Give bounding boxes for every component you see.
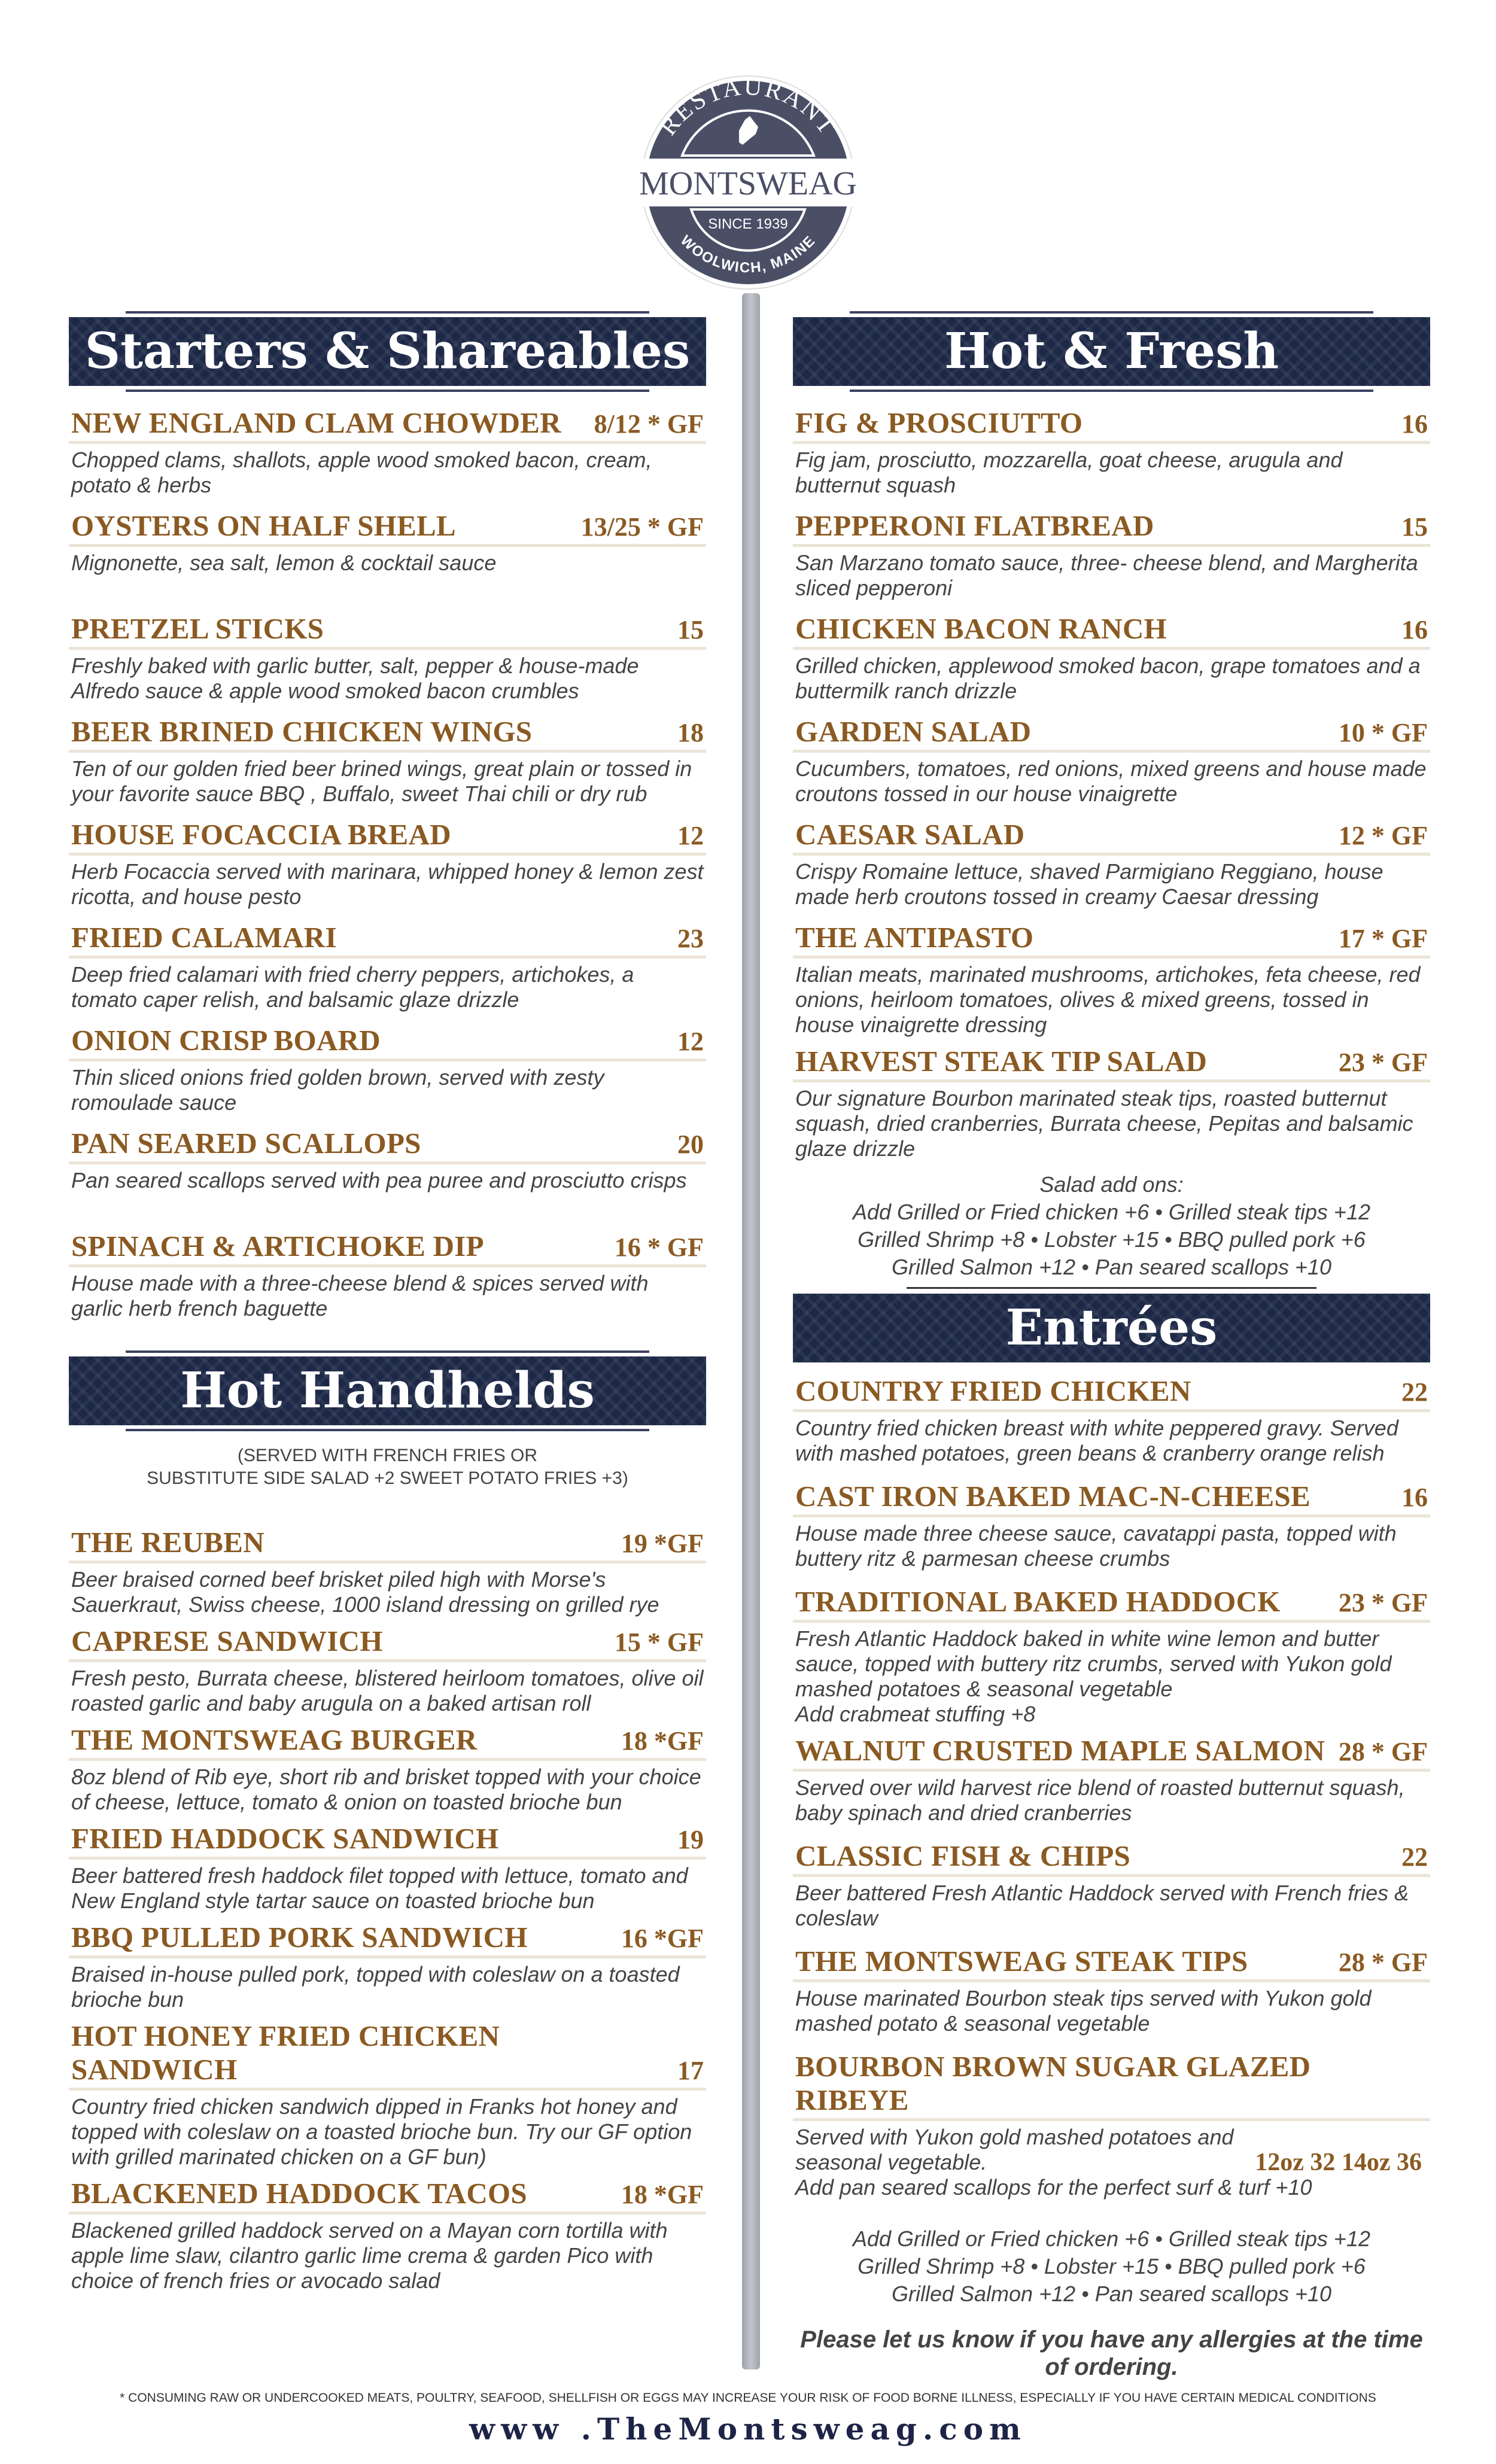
starters-section [69,311,706,1333]
logo-since: SINCE 1939 [708,216,788,232]
handhelds-section [69,1350,706,2301]
description-text: Ten of our golden fried beer brined wings, great plain or tossed in your favorite sauce BBQ , Buffalo, sweet Thai chili or dry rub [71,756,692,806]
menu-item-header [793,1734,1430,1772]
item-price: 22 [1401,1842,1428,1872]
item-name: CAST IRON BAKED MAC-N-CHEESE [795,1480,1311,1513]
item-description [793,1412,1430,1466]
description-text: Chopped clams, shallots, apple wood smoked bacon, cream, potato & herbs [71,448,652,497]
item-description [793,2121,1430,2200]
item-size-prices: 12oz 32 14oz 36 [1255,2149,1422,2176]
menu-item [69,1127,706,1230]
menu-item [793,1045,1430,1169]
item-name: BOURBON BROWN SUGAR GLAZED RIBEYE [795,2050,1311,2116]
item-description [69,1860,706,1914]
divider [126,1350,649,1353]
menu-item-header [69,1921,706,1958]
item-price: 12 [677,821,704,850]
menu-item [69,1822,706,1921]
description-text: Fresh Atlantic Haddock baked in white wine lemon and butter sauce, topped with buttery ritz crumbs, served with Yukon gold mashed potatoes & seasonal vegetable [795,1626,1392,1701]
logo-name: MONTSWEAG [639,165,857,202]
food-safety-disclaimer: * CONSUMING RAW OR UNDERCOOKED MEATS, POULTRY, SEAFOOD, SHELLFISH OR EGGS MAY INCREASE YOUR RISK OF FOOD BORNE ILLNESS, ESPECIALLY IF YOU HAVE CERTAIN MEDICAL CONDITIONS [120,2391,1376,2405]
item-price: 16 *GF [621,1924,704,1953]
menu-item [69,1024,706,1127]
note-line: SUBSTITUTE SIDE SALAD +2 SWEET POTATO FRIES +3) [147,1468,628,1488]
item-name: HOUSE FOCACCIA BREAD [71,818,451,851]
item-description [69,444,706,498]
divider [126,311,649,314]
addon-line: Grilled Shrimp +8 • Lobster +15 • BBQ pulled pork +6 [858,2254,1366,2279]
website-link[interactable]: www .TheMontsweag.com [469,2411,1027,2447]
item-description [69,1267,706,1321]
item-description [793,650,1430,704]
salad-addons [793,1171,1430,1281]
menu-item [69,2177,706,2301]
item-description [69,856,706,909]
item-name: NEW ENGLAND CLAM CHOWDER [71,406,561,439]
item-price: 20 [677,1130,704,1159]
item-name: THE MONTSWEAG STEAK TIPS [795,1945,1248,1978]
item-description [793,1877,1430,1931]
sides-note [69,1444,706,1490]
description-text: Beer battered Fresh Atlantic Haddock served with French fries & coleslaw [795,1881,1409,1930]
menu-item-header [69,715,706,753]
addon-line: Grilled Salmon +12 • Pan seared scallops +10 [891,2282,1332,2306]
description-text: 8oz blend of Rib eye, short rib and brisket topped with your choice of cheese, lettuce, tomato & onion on toasted brioche bun [71,1765,701,1814]
item-description [69,2214,706,2293]
divider [907,1287,1316,1289]
column-divider [742,293,760,2369]
item-price: 16 [1401,1483,1428,1512]
description-text: Mignonette, sea salt, lemon & cocktail sauce [71,550,497,575]
item-name: CAPRESE SANDWICH [71,1625,383,1657]
item-description [69,547,706,576]
item-name: HOT HONEY FRIED CHICKEN SANDWICH [71,2019,500,2086]
item-description [793,753,1430,807]
menu-item [793,612,1430,715]
item-name: PEPPERONI FLATBREAD [795,509,1154,542]
menu-item-header [69,1230,706,1267]
description-text: Country fried chicken breast with white peppered gravy. Served with mashed potatoes, green beans & cranberry orange relish [795,1416,1398,1465]
item-name: CLASSIC FISH & CHIPS [795,1839,1131,1872]
entrees-section [793,1294,1430,2381]
menu-item-header [69,2019,706,2091]
menu-item-header [69,921,706,959]
description-text: Thin sliced onions fried golden brown, served with zesty romoulade sauce [71,1065,604,1115]
item-description [793,444,1430,498]
description-text: Deep fried calamari with fried cherry peppers, artichokes, a tomato caper relish, and balsamic glaze drizzle [71,962,634,1012]
item-price: 16 * GF [614,1233,704,1262]
menu-item-header [69,406,706,444]
description-text: Grilled chicken, applewood smoked bacon, grape tomatoes and a buttermilk ranch drizzle [795,653,1421,703]
item-name: FIG & PROSCIUTTO [795,406,1083,439]
restaurant-logo [628,72,868,293]
menu-item [793,1480,1430,1585]
menu-item [69,1625,706,1723]
addon-line: Add Grilled or Fried chicken +6 • Grilled steak tips +12 [852,1200,1370,1224]
menu-item-header [69,612,706,650]
item-price: 15 [1401,512,1428,542]
description-text: Herb Focaccia served with marinara, whipped honey & lemon zest ricotta, and house pesto [71,859,704,909]
menu-item [69,1230,706,1333]
note-line: (SERVED WITH FRENCH FRIES OR [237,1446,538,1465]
divider [126,1429,649,1431]
menu-item-header [793,509,1430,547]
item-price: 8/12 * GF [594,409,704,439]
item-price: 17 * GF [1338,924,1428,953]
menu-item [69,818,706,921]
item-name: THE MONTSWEAG BURGER [71,1723,478,1756]
menu-item [69,509,706,612]
description-text: House made three cheese sauce, cavatappi pasta, topped with buttery ritz & parmesan cheese crumbs [795,1521,1397,1571]
menu-item-header [793,818,1430,856]
item-price: 12 [677,1027,704,1056]
item-price: 15 * GF [614,1628,704,1657]
menu-item [793,2050,1430,2207]
item-description [69,1761,706,1815]
item-description [793,1623,1430,1727]
menu-item-header [793,1045,1430,1082]
item-name: CAESAR SALAD [795,818,1025,851]
description-text: Italian meats, marinated mushrooms, artichokes, feta cheese, red onions, heirloom tomatoes, olives & mixed greens, tossed in house vinaigrette dressing [795,962,1421,1037]
item-price: 23 * GF [1338,1048,1428,1077]
menu-item [69,2019,706,2177]
description-text: Braised in-house pulled pork, topped with coleslaw on a toasted brioche bun [71,1962,680,2012]
section-heading: Hot Handhelds [69,1356,706,1425]
item-name: THE REUBEN [71,1526,264,1559]
item-description [793,1517,1430,1571]
menu-item-header [69,1625,706,1662]
item-description [69,1061,706,1115]
item-name: FRIED CALAMARI [71,921,337,954]
menu-item-header [793,1839,1430,1877]
menu-item [793,1734,1430,1839]
description-text: Beer braised corned beef brisket piled high with Morse's Sauerkraut, Swiss cheese, 1000 island dressing on grilled rye [71,1567,659,1617]
item-price: 23 [677,924,704,953]
addon-line: Grilled Salmon +12 • Pan seared scallops +10 [891,1255,1332,1279]
logo-top-text: RESTAURANT [654,72,842,141]
item-price: 18 [677,718,704,747]
description-text: Our signature Bourbon marinated steak tips, roasted butternut squash, dried cranberries, Burrata cheese, Pepitas and balsamic glaze drizzle [795,1086,1413,1161]
menu-item [69,406,706,509]
right-column [793,311,1430,2381]
description-text: Pan seared scallops served with pea puree and prosciutto crisps [71,1168,687,1193]
menu-item [69,1723,706,1822]
description-text: Blackened grilled haddock served on a Mayan corn tortilla with apple lime slaw, cilantro garlic lime crema & garden Pico with choice of french fries or avocado salad [71,2218,668,2293]
item-description [793,1982,1430,2036]
menu-item [793,406,1430,509]
item-price: 15 [677,615,704,644]
description-text: Served with Yukon gold mashed potatoes and seasonal vegetable. [795,2125,1234,2174]
left-column [69,311,706,2301]
item-description [69,1164,706,1193]
item-price: 16 [1401,409,1428,439]
menu-item [793,818,1430,921]
section-heading: Hot & Fresh [793,317,1430,386]
description-text: House made with a three-cheese blend & spices served with garlic herb french baguette [71,1271,649,1321]
item-name: TRADITIONAL BAKED HADDOCK [795,1585,1281,1618]
menu-item-header [69,1024,706,1061]
menu-item-header [793,1374,1430,1412]
item-price: 19 [677,1825,704,1854]
description-text: Cucumbers, tomatoes, red onions, mixed greens and house made croutons tossed in our house vinaigrette [795,756,1427,806]
menu-item-header [793,921,1430,959]
item-name: BEER BRINED CHICKEN WINGS [71,715,533,748]
divider [850,311,1373,314]
menu-item-header [69,1822,706,1860]
item-name: CHICKEN BACON RANCH [795,612,1167,645]
description-text: House marinated Bourbon steak tips served with Yukon gold mashed potato & seasonal vegetable [795,1986,1372,2036]
description-text: San Marzano tomato sauce, three- cheese blend, and Margherita sliced pepperoni [795,550,1418,600]
item-description [69,1563,706,1617]
menu-item [69,1921,706,2019]
item-price: 12 * GF [1338,821,1428,850]
section-heading: Entrées [793,1294,1430,1362]
menu-item-header [793,406,1430,444]
item-price: 23 * GF [1338,1588,1428,1617]
menu-item-header [69,818,706,856]
item-name: GARDEN SALAD [795,715,1032,748]
item-description [793,1082,1430,1161]
menu-item [793,921,1430,1045]
item-description [793,959,1430,1038]
item-name: FRIED HADDOCK SANDWICH [71,1822,499,1855]
addons-title: Salad add ons: [1039,1172,1184,1197]
menu-item-header [69,2177,706,2214]
item-name: OYSTERS ON HALF SHELL [71,509,457,542]
item-description [793,547,1430,601]
menu-item [793,509,1430,612]
item-price: 17 [677,2056,704,2085]
menu-item-header [69,1526,706,1563]
menu-item-header [69,1723,706,1761]
menu-item-header [793,1480,1430,1517]
menu-item [793,1839,1430,1945]
hot-fresh-section [793,311,1430,1289]
description-text: Fresh pesto, Burrata cheese, blistered heirloom tomatoes, olive oil roasted garlic and baby arugula on a baked artisan roll [71,1666,704,1715]
item-name: HARVEST STEAK TIP SALAD [795,1045,1208,1078]
menu-item-header [793,612,1430,650]
item-extra: Add pan seared scallops for the perfect surf & turf +10 [795,2175,1312,2200]
item-description [793,856,1430,909]
menu-item-header [793,1585,1430,1623]
item-name: ONION CRISP BOARD [71,1024,381,1057]
item-description [69,2091,706,2170]
item-description [69,959,706,1012]
description-text: Served over wild harvest rice blend of roasted butternut squash, baby spinach and dried cranberries [795,1775,1405,1825]
item-price: 22 [1401,1377,1428,1407]
entree-addons [793,2225,1430,2308]
item-price: 28 * GF [1338,1948,1428,1977]
addon-line: Add Grilled or Fried chicken +6 • Grilled steak tips +12 [852,2226,1370,2251]
item-name: COUNTRY FRIED CHICKEN [795,1374,1191,1407]
item-name: WALNUT CRUSTED MAPLE SALMON [795,1734,1325,1767]
section-heading: Starters & Shareables [69,317,706,386]
menu-item-header [793,2050,1430,2121]
menu-item [69,715,706,818]
item-price: 13/25 * GF [580,512,704,542]
description-text: Freshly baked with garlic butter, salt, pepper & house-made Alfredo sauce & apple wood smoked bacon crumbles [71,653,639,703]
menu-item [793,1374,1430,1480]
item-description [69,1958,706,2012]
logo-location: WOOLWICH, MAINE [677,232,819,276]
menu-item [793,715,1430,818]
item-name: THE ANTIPASTO [795,921,1034,954]
item-price: 16 [1401,615,1428,644]
menu-item [69,921,706,1024]
menu-item [69,612,706,715]
item-extra: Add crabmeat stuffing +8 [795,1702,1036,1726]
description-text: Country fried chicken sandwich dipped in Franks hot honey and topped with coleslaw on a toasted brioche bun. Try our GF option with grilled marinated chicken on a GF bun) [71,2094,692,2169]
menu-item-header [793,1945,1430,1982]
item-price: 18 *GF [621,1726,704,1756]
allergy-notice: Please let us know if you have any allergies at the time of ordering. [800,2326,1423,2380]
item-name: BLACKENED HADDOCK TACOS [71,2177,527,2210]
item-price: 10 * GF [1338,718,1428,747]
item-description [69,1662,706,1716]
item-description [69,650,706,704]
item-name: BBQ PULLED PORK SANDWICH [71,1921,528,1954]
menu-item-header [69,509,706,547]
menu-item [793,1585,1430,1734]
addon-line: Grilled Shrimp +8 • Lobster +15 • BBQ pulled pork +6 [858,1227,1366,1252]
item-price: 18 *GF [621,2180,704,2209]
menu-item [793,1945,1430,2050]
description-text: Beer battered fresh haddock filet topped with lettuce, tomato and New England style tartar sauce on toasted brioche bun [71,1863,688,1913]
item-name: PRETZEL STICKS [71,612,324,645]
description-text: Fig jam, prosciutto, mozzarella, goat cheese, arugula and butternut squash [795,448,1343,497]
menu-item-header [793,715,1430,753]
item-name: PAN SEARED SCALLOPS [71,1127,421,1160]
menu-item-header [69,1127,706,1164]
item-price: 28 * GF [1338,1737,1428,1766]
description-text: Crispy Romaine lettuce, shaved Parmigiano Reggiano, house made herb croutons tossed in creamy Caesar dressing [795,859,1384,909]
item-price: 19 *GF [621,1529,704,1558]
item-description [69,753,706,807]
item-name: SPINACH & ARTICHOKE DIP [71,1230,484,1263]
menu-item [69,1526,706,1625]
item-description [793,1772,1430,1826]
